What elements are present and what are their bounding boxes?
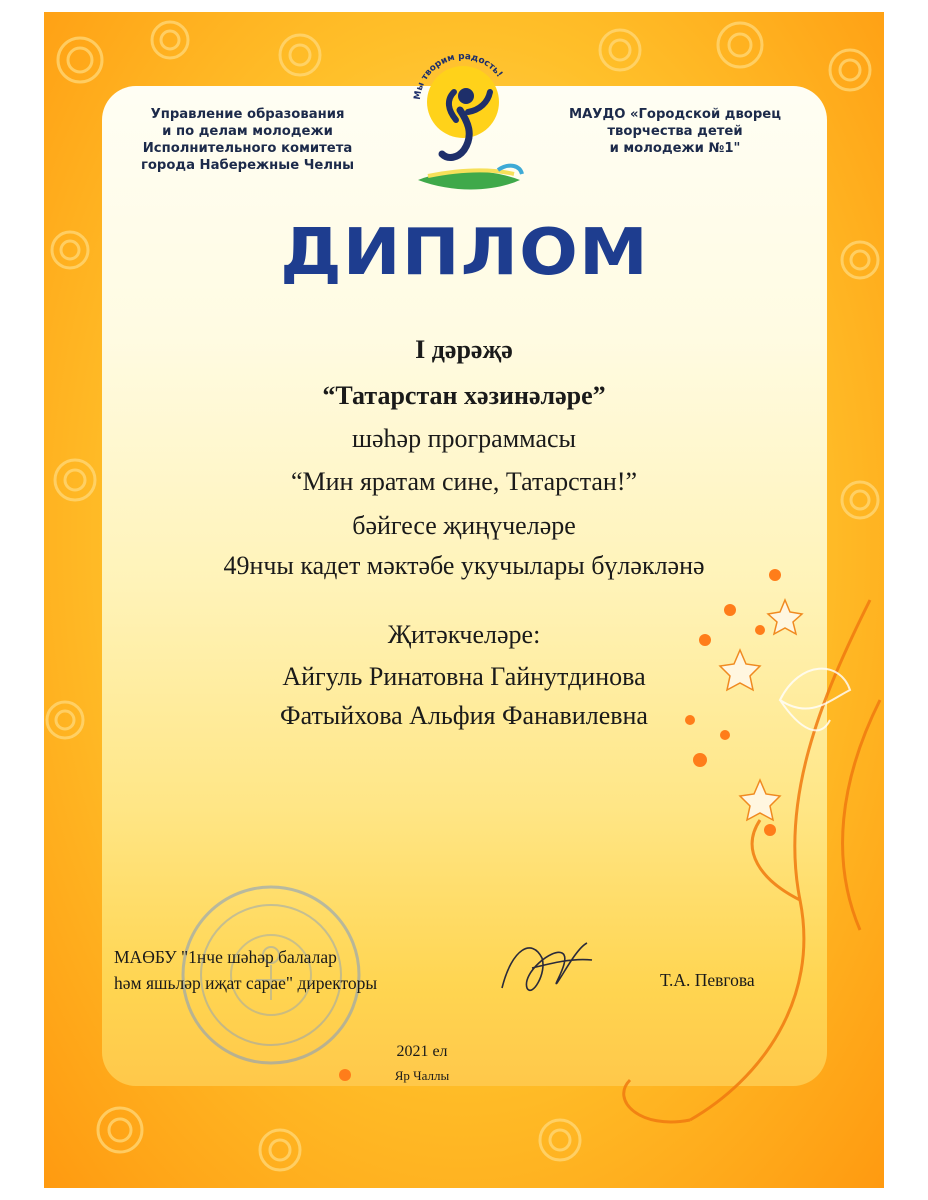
supervisors-heading: Җитәкчеләре: bbox=[387, 620, 541, 649]
issuer-right-line: творчества детей bbox=[607, 124, 743, 139]
director-title-line: МАӨБУ "1нче шәһәр балалар bbox=[114, 947, 337, 967]
director-name: Т.А. Певгова bbox=[660, 970, 755, 990]
issuer-left-line: Управление образования bbox=[150, 107, 345, 122]
awardee-school: 49нчы кадет мәктәбе укучылары бүләкләнә bbox=[223, 551, 705, 580]
logo-text: Мы творим радость! bbox=[412, 51, 505, 101]
supervisor-name: Айгуль Ринатовна Гайнутдинова bbox=[282, 662, 646, 691]
contest-name: “Татарстан хәзинәләре” bbox=[322, 381, 606, 410]
director-title-line: һәм яшьләр иҗат сарае" директоры bbox=[114, 973, 378, 993]
issuer-left bbox=[130, 106, 365, 174]
issuer-left-line: города Набережные Челны bbox=[140, 158, 355, 173]
program-subtitle: “Мин яратам сине, Татарстан!” bbox=[290, 467, 638, 496]
supervisor-name: Фатыйхова Альфия Фанавилевна bbox=[280, 701, 648, 730]
director-title bbox=[114, 944, 377, 996]
award-degree: I дәрәҗә bbox=[415, 335, 513, 364]
issue-year: 2021 ел bbox=[396, 1043, 448, 1060]
issuer-right bbox=[555, 106, 795, 157]
issuer-right-line: МАУДО «Городской дворец bbox=[568, 107, 782, 122]
mi-tvorim-radost-logo bbox=[398, 40, 528, 218]
director-signature bbox=[492, 928, 602, 1008]
winners-label: бәйгесе җиңүчеләре bbox=[352, 511, 576, 540]
issuer-left-line: и по делам молодежи bbox=[162, 124, 333, 139]
program-label: шәһәр программасы bbox=[352, 424, 576, 453]
document-title: ДИПЛОМ bbox=[280, 216, 649, 290]
issuer-right-line: и молодежи №1" bbox=[609, 141, 741, 156]
issue-city: Яр Чаллы bbox=[394, 1068, 450, 1083]
issuer-left-line: Исполнительного комитета bbox=[142, 141, 353, 156]
